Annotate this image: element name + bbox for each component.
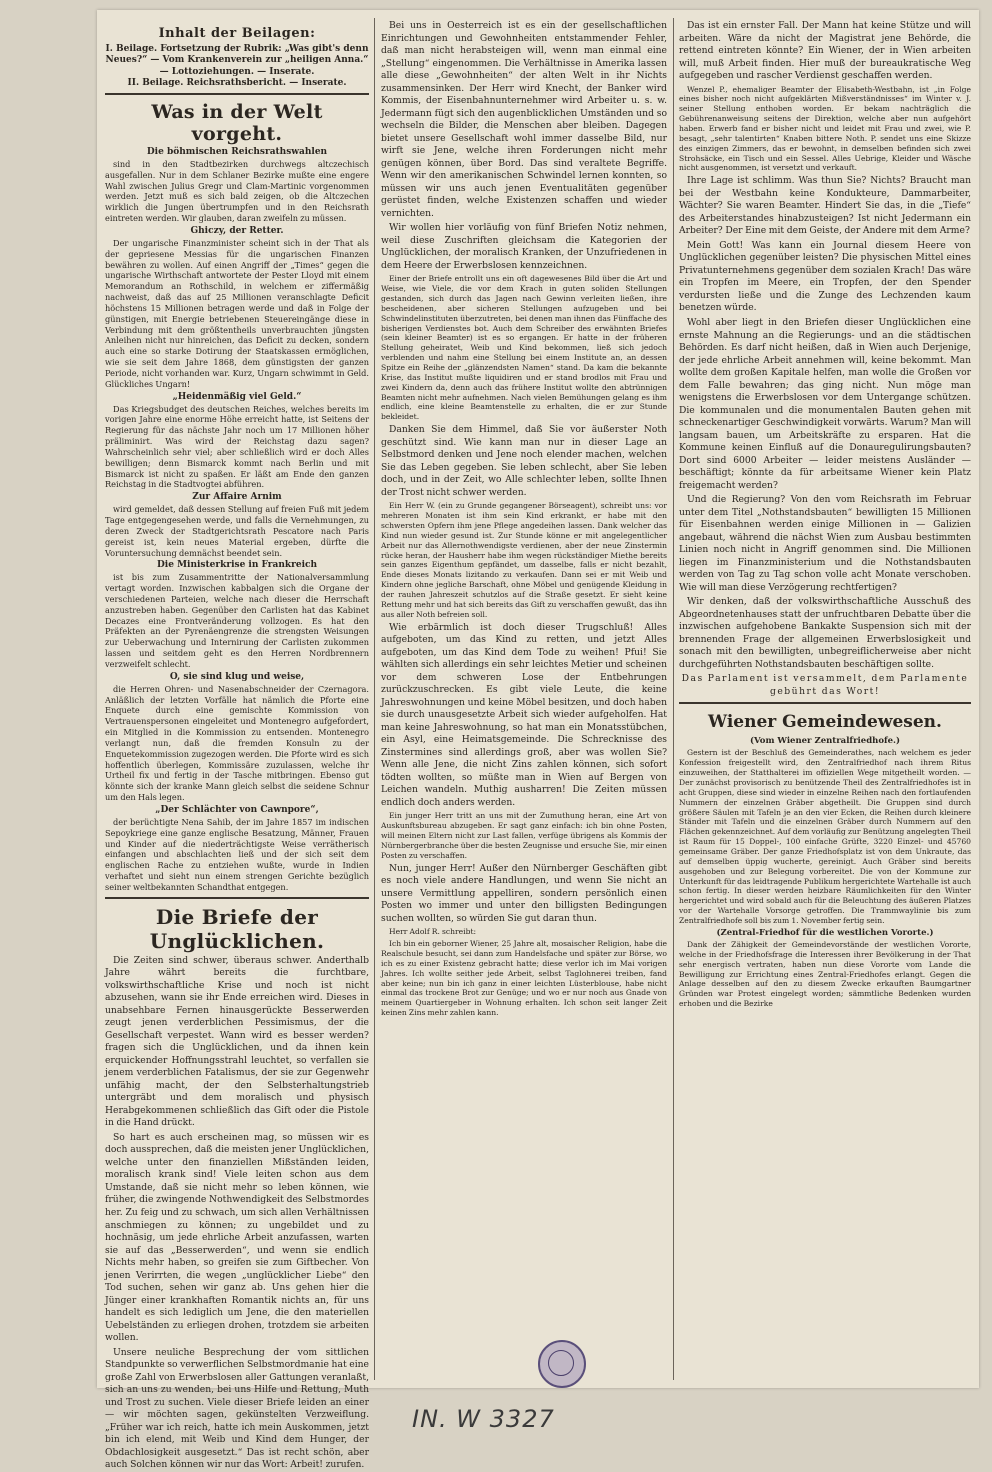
- section-title: Die böhmischen Reichsrathswahlen: [146, 147, 328, 157]
- article-paragraph: Bei uns in Oesterreich ist es ein der gesellschaftlichen Einrichtungen und Gewohnheiten entstammender Fehler, daß man nicht herabsteigen will, wenn man einmal eine „Stellung“ eingenommen. Die Verhältnisse in Amerika lassen alle diese „Gewohnheiten“ der alten Welt in ihr Nichts zusammensinken. Der Herr wird Knecht, der Banker wird Kommis, der Eisenbahnunternehmer wird Arbeiter u. s. w. Jedermann fügt sich den augenblicklichen Umständen und so wechseln die Bilder, die Menschen aber bleiben. Dagegen bietet unsere Gesellschaft wohl immer dasselbe Bild, nur wirft sie Jene, welche ihren Forderungen nicht mehr genügen können, über Bord. Das sind veraltete Begriffe. Wenn wir den amerikanischen Schwindel lernen konnten, so müssen wir uns auch jenen Eventualitäten gegenüber gerüstet finden, welche Existenzen schaffen und wieder vernichten.: [381, 20, 667, 219]
- letter-paragraph: Ein junger Herr tritt an uns mit der Zumuthung heran, eine Art von Auskunftsbureau abzugeben. Er sagt ganz einfach: ich bin ohne Posten, will meinen Eltern nicht zur Last fallen, verfüge übrigens als Kommis der Nürnbergerbranche über die besten Zeugnisse und ersuche Sie, mir einen Posten zu verschaffen.: [381, 811, 667, 860]
- article-paragraph: Mein Gott! Was kann ein Journal diesem Heere von Unglücklichen gegenüber leisten? Die physischen Mittel eines Privatunternehmens gegenüber dem sozialen Krach! Das wäre ein Tropfen im Meere, ein Tropfen, der den Spender verdursten ließe und die Zunge des Lechzenden kaum benetzen würde.: [679, 239, 971, 314]
- shelfmark-handwritten: IN. W 3327: [412, 1405, 555, 1433]
- article-paragraph: Der ungarische Finanzminister scheint sich in der That als der gepriesene Messias für die ungarischen Finanzen bewähren zu wollen. Auf einen Angriff der „Times“ gegen die ungarische Wirthschaft antwortete der Pester Lloyd mit einem Memorandum an Rothschild, in welchem er ziffermäßig nachweist, daß das auf 25 Millionen veranschlagte Deficit höchstens 15 Millionen betragen werde und daß in Folge der günstigen, mit Energie betriebenen Steuereingänge diese in Verbindung mit dem größtentheils unverbrauchten jüngsten Anleihen nicht nur hinreichen, das Deficit zu decken, sondern auch eine so starke Dotirung der Staatskassen ermöglichen, wie sie seit dem Jahre 1868, dem günstigsten der ganzen Periode, nicht vorhanden war. Kurz, Ungarn schwimmt in Geld. Glückliches Ungarn!: [105, 237, 369, 389]
- library-stamp-icon: [538, 1340, 586, 1388]
- article-paragraph: Das ist ein ernster Fall. Der Mann hat keine Stütze und will arbeiten. Wäre da nicht der Magistrat jene Behörde, die rettend eintreten könnte? Ein Wiener, der in Wien arbeiten will, muß Arbeit finden. Hier muß der bureaukratische Weg aufgegeben und rascher Verdienst geschaffen werden.: [679, 20, 971, 82]
- article-paragraph: wird gemeldet, daß dessen Stellung auf freien Fuß mit jedem Tage entgegengesehen werde, und falls die Vernehmungen, zu deren Zweck der Stadtgerichtsrath Pescatore nach Paris gereist ist, kein neues Material ergeben, dürfte die Voruntersuchung demnächst beendet sein.: [105, 504, 369, 558]
- section-title: Zur Affaire Arnim: [192, 492, 282, 503]
- column-middle: [381, 20, 667, 1380]
- letter-paragraph: Ein Herr W. (ein zu Grunde gegangener Börseagent), schreibt uns: vor mehreren Monaten ist ihm sein Kind erkrankt, er habe mit den schwersten Opfern ihm jene Pflege angedeihen lassen. Dank welcher das Kind nun wieder gesund ist. Zur Stunde könne er mit angelegentlicher Arbeit nur das Allernothwendigste verdienen, aber der neue Zinstermin rücke heran, der Hausherr habe ihm wegen rückständiger Miethe bereits sein ganzes Eigenthum gepfändet, um dasselbe, falls er nicht bezahlt, Ende dieses Monats lizitando zu verkaufen. Dann sei er mit Weib und Kindern ohne jegliche Barschaft, ohne Möbel und genügende Kleidung in der rauhen Jahreszeit schutzlos auf die Straße gesetzt. Er sieht keine Rettung mehr und hat sich bereits das Gift zu verschaffen gewußt, das ihn aus aller Noth befreien soll.: [381, 501, 667, 619]
- article-paragraph: Nun, junger Herr! Außer den Nürnberger Geschäften gibt es noch viele andere Handlungen, und wenn Sie nicht an unsere Vermittlung appelliren, sondern persönlich einen Posten wo immer und unter den billigsten Bedingungen suchen wollten, so würden Sie gut daran thun.: [381, 862, 667, 924]
- section-title: „Heidenmäßig viel Geld.“: [172, 391, 302, 402]
- article-paragraph: Ihre Lage ist schlimm. Was thun Sie? Nichts? Braucht man bei der Westbahn keine Kondukteure, Dammarbeiter, Wächter? Sie waren Beamter. Hindert Sie das, in die „Tiefe“ des Arbeiterstandes hinabzusteigen? Ist nicht Jedermann ein Arbeiter? Der Eine mit dem Geiste, der Andere mit dem Arme?: [679, 175, 971, 237]
- inhalt-title: Inhalt der Beilagen:: [158, 26, 316, 41]
- article-paragraph: Gestern ist der Beschluß des Gemeinderathes, nach welchem es jeder Konfession freigestellt wird, den Zentralfriedhof nach ihrem Ritus einzuweihen, der Statthalterei im offiziellen Wege mitgetheilt worden. — Der zunächst provisorisch zu benützende Theil des Zentralfriedhofes ist in acht Gruppen, diese sind wieder in einzelne Reihen nach den fortlaufenden Nummern der einzelnen Gräber abgetheilt. Die Gruppen sind durch größere Säulen mit Tafeln je an den vier Ecken, die Reihen durch kleinere Ständer mit Tafeln und die einzelnen Gräber durch Nummern auf den Flächen gekennzeichnet. Auf dem vorläufig zur Benützung angelegten Theil ist Raum für 15 Doppel-, 100 einfache Grüfte, 3220 Einzel- und 45760 gemeinsame Gräber. Der ganze Friedhofsplatz ist von dem Unkraute, das auf demselben üppig wucherte, gereinigt. Auch Gräber sind bereits ausgehoben und zur Belegung vorbereitet. Die von der Kommune zur Unterkunft für das leidtragende Publikum hergerichtete Wartehalle ist auch schon fertig. In dieser werden heizbare Räumlichkeiten für den Winter hergerichtet und wird sobald auch für die Beleuchtung des äußeren Platzes vor der Wartehalle Vorsorge getroffen. Die Trammwaylinie bis zum Zentralfriedhofe soll bis zum 1. November fertig sein.: [679, 748, 971, 926]
- welt-headline: Was in der Welt vorgeht.: [151, 101, 323, 145]
- inhalt-line-2: II. Beilage. Reichsrathsbericht. — Inserate.: [127, 77, 347, 88]
- article-paragraph: der berüchtigte Nena Sahib, der im Jahre 1857 im indischen Sepoykriege eine ganze englische Besatzung, Männer, Frauen und Kinder auf die niederträchtigste Weise verrätherisch einfangen und abschlachten ließ und der sich seit dem englischen Rache zu entziehen wußte, wurde in Indien verhaftet und sieht nun einem strengen Gerichte bezüglich seiner weltbekannten Schandthat entgegen.: [105, 816, 369, 892]
- section-title: (Vom Wiener Zentralfriedhofe.): [749, 736, 901, 747]
- letter-paragraph: Wenzel P., ehemaliger Beamter der Elisabeth-Westbahn, ist „in Folge eines bisher noch nicht aufgeklärten Mißverständnisses“ im Winter v. J. seiner Stellung enthoben worden. Er bekam nachträglich die Gebührenanweisung seitens der Direktion, welche aber nun aufgehört haben. Erwerb fand er bisher nicht und leidet mit Frau und zwei, wie P. besagt, „sehr talentirten“ Knaben bittere Noth. P. sendet uns eine Skizze des einzigen Zimmers, das er bewohnt, in demselben befinden sich zwei Strohsäcke, ein Tisch und ein Sessel. Alles Uebrige, Kleider und Wäsche nicht ausgenommen, ist versetzt und verkauft.: [679, 84, 971, 173]
- article-paragraph: ist bis zum Zusammentritte der Nationalversammlung vertagt worden. Inzwischen kabbalgen sich die Organe der verschiedenen Parteien, welche nach dieser die Herrschaft anzustreben haben. Gegenüber den Carlisten hat das Kabinet Decazes eine Frontveränderung vollzogen. Es hat den Präfekten an der Pyrenäengrenze die strengsten Weisungen zur Ueberwachung und Internirung der Carlisten zukommen lassen und seitdem geht es den Herren Nordbrennern verzweifelt schlecht.: [105, 572, 369, 669]
- article-paragraph: Wir denken, daß der volkswirthschaftliche Ausschuß des Abgeordnetenhauses statt der unfruchtbaren Debatte über die inzwischen aufgehobene Bankakte Suspension sich mit der brennenden Frage der allgemeinen Erwerbslosigkeit und sonach mit den bewilligten, unbegreiflicherweise aber nicht durchgeführten Nothstandsbauten beschäftigen sollte.: [679, 596, 971, 670]
- letter-paragraph: Einer der Briefe entrollt uns ein oft dagewesenes Bild über die Art und Weise, wie Viele, die vor dem Krach in guten soliden Stellungen gestanden, sich durch das Jagen nach Gewinn verleiten ließen, ihre bescheidenen, aber sicheren Stellungen aufzugeben und bei Schwindelinstituten überzutreten, bei denen man ihnen das Fünffache des bisherigen Verdienstes bot. Auch dem Schreiber des erwähnten Briefes (sein kleiner Beamter) ist es so ergangen. Er hatte in der früheren Stellung geheiratet, Weib und Kind bekommen, ließ sich jedoch verblenden und nahm eine Stellung bei einem Institute an, an dessen Spitze ein Reihe der „glänzendsten Namen“ stand. Da kam die bekannte Krise, das Institut mußte liquidiren und er stand brodlos mit Frau und zwei Kindern da, denn auch das frühere Institut wollte den abtrünnigen Beamten nicht mehr aufnehmen. Nach vielen Bemühungen gelang es ihm endlich, eine kleine Beamtenstelle zu erhalten, die er zur Stunde bekleidet.: [381, 274, 667, 422]
- article-paragraph: Danken Sie dem Himmel, daß Sie vor äußerster Noth geschützt sind. Wie kann man nur in dieser Lage an Selbstmord denken und Jene noch elender machen, welchen Sie das Leben gegeben. Sie leben schlecht, aber Sie leben doch, und in der Zeit, wo Alle schlechter leben, sollte Ihnen der Trost nicht schwer werden.: [381, 424, 667, 498]
- divider: [105, 93, 369, 95]
- article-paragraph: Wie erbärmlich ist doch dieser Trugschluß! Alles aufgeboten, um das Kind zu retten, und jetzt Alles aufgeboten, um das Kind dem Tode zu weihen! Pfui! Sie wählten sich allerdings ein sehr leichtes Metier und scheinen vor dem schweren Lose der Entbehrungen zurückzuschrecken. Es gibt viele Leute, die keine Jahreswohnungen und keine Möbel besitzen, und doch haben sie durch unausgesetzte Arbeit sich wieder aufgeholfen. Hat man keine Jahreswohnung, so hat man ein Monatsstübchen, ein Asyl, eine Heimatsgemeinde. Die Schrecknisse des Zinstermines sind allerdings groß, aber was wollen Sie? Wenn alle Jene, die nicht Zins zahlen können, sich sofort tödten wollten, so müßte man in Wien auf Bergen von Leichen wandeln. Muthig ausharren! Die Zeiten müssen endlich doch anders werden.: [381, 621, 667, 808]
- inhalt-line-1: I. Beilage. Fortsetzung der Rubrik: „Was gibt's denn Neues?“ — Vom Krankenverein zur „heiligen Anna.“ — Lottoziehungen. — Inserate.: [105, 44, 369, 77]
- column-rule: [374, 18, 375, 1380]
- column-right: [679, 20, 971, 1380]
- article-paragraph: Wohl aber liegt in den Briefen dieser Unglücklichen eine ernste Mahnung an die Regierungs- und an die städtischen Behörden. Es darf nicht heißen, daß in Wien auch Derjenige, der jede ehrliche Arbeit annehmen will, keine bekommt. Man wollte dem großen Kapitale helfen, man wolle die Großen vor dem Falle bewahren; das ging nicht. Nun möge man wenigstens die Erwerbslosen vor dem Untergange schützen. Die kommunalen und die monumentalen Bauten gehen mit schneckenartiger Geschwindigkeit vorwärts. Warum? Man will langsam bauen, um Arbeitskräfte zu ersparen. Hat die Kommune keinen Einfluß auf die Donauregulirungsbauten? Dort sind 6000 Arbeiter — leider meistens Ausländer — beschäftigt; könnte da für arbeitsame Wiener kein Platz freigemacht werden?: [679, 316, 971, 491]
- article-paragraph: sind in den Stadtbezirken durchwegs altczechisch ausgefallen. Nur in dem Schlaner Bezirke mußte eine engere Wahl zwischen Julius Gregr und Clam-Martinic vorgenommen werden. Jetzt muß es sich bald zeigen, ob die Altczechen wirklich die Jungen übertrumpfen und in den Reichsrath eintreten werden. Wir glauben, daran zweifeln zu müssen.: [105, 159, 369, 224]
- column-rule: [673, 18, 674, 1380]
- section-title: (Zentral-Friedhof für die westlichen Vororte.): [716, 927, 934, 938]
- gemeinde-headline: Wiener Gemeindewesen.: [708, 712, 942, 733]
- column-left: [105, 20, 369, 1471]
- letter-paragraph: Ich bin ein geborner Wiener, 25 Jahre alt, mosaischer Religion, habe die Realschule besucht, sei dann zum Handelsfache und später zur Börse, wo ich es zu einer Existenz gebracht hatte; diese verlor ich im Mai vorigen Jahres. Ich wollte seither jede Arbeit, selbst Taglohnerei treiben, fand aber keine; nun bin ich ganz in einer leichten Lüsterblouse, habe nicht einmal das trockene Brot zur Genüge; und wo er nur noch aus Gnade von meinem Quartiergeber in Wohnung erhalten. Ich schon seit langer Zeit keinen Zins mehr zahlen kann.: [381, 939, 667, 1018]
- closing-line: Das Parlament ist versammelt, dem Parlamente gebührt das Wort!: [681, 673, 969, 697]
- divider: [105, 897, 369, 899]
- article-paragraph: Das Kriegsbudget des deutschen Reiches, welches bereits im vorigen Jahre eine enorme Höhe erreicht hatte, ist Seitens der Regierung für das nächste Jahr noch um 17 Millionen höher präliminirt. Was wird der Reichstag dazu sagen? Wahrscheinlich sehr viel; aber schließlich wird er doch Alles bewilligen; denn Bismarck kommt nach Berlin und mit Bismarck ist nicht zu spaßen. Er läßt am Ende den ganzen Reichstag in die Stadtvogtei abführen.: [105, 403, 369, 490]
- stamp-inner-ring: [548, 1350, 574, 1376]
- divider: [679, 702, 971, 704]
- section-title: O, sie sind klug und weise,: [169, 671, 305, 682]
- article-paragraph: Unsere neuliche Besprechung der vom sittlichen Standpunkte so verwerflichen Selbstmordmanie hat eine große Zahl von Erwerbslosen aller Gattungen veranlaßt, sich an uns zu wenden, bei uns Hilfe und Rettung, Muth und Trost zu suchen. Viele dieser Briefe leiden an einer — wir möchten sagen, gekünstelten Verzweiflung. „Früher war ich reich, hatte ich mein Auskommen, jetzt bin ich elend, mit Weib und Kind dem Hunger, der Obdachlosigkeit ausgesetzt.“ Das ist recht schön, aber auch Solchen können wir nur das Wort: Arbeit! zurufen.: [105, 1346, 369, 1471]
- article-paragraph: die Herren Ohren- und Nasenabschneider der Czernagora. Anläßlich der letzten Vorfälle hat nämlich die Pforte eine Enquete durch eine gemischte Kommission von Vertrauenspersonen eingeleitet und Montenegro aufgefordert, ein Mitglied in die Kommission zu entsenden. Montenegro verlangt nun, daß die fremden Konsuln zu der Enquetekommission zugezogen werden. Die Pforte wird es sich hoffentlich überlegen, Kommissäre zuzulassen, welche ihr Urtheil fix und fertig in der Tasche mitbringen. Ebenso gut könnte sich der kranke Mann gleich selbst die seidene Schnur um den Hals legen.: [105, 683, 369, 803]
- section-title: Die Ministerkrise in Frankreich: [156, 560, 318, 571]
- article-paragraph: Und die Regierung? Von den vom Reichsrath im Februar unter dem Titel „Nothstandsbauten“ bewilligten 15 Millionen für Eisenbahnen werden einige Millionen in — Galizien angebaut, während die nächst Wien zum Ausbau bestimmten Linien noch nicht in Angriff genommen sind. Die Millionen liegen im Finanzministerium und die Nothstandsbauten werden von Tag zu Tag schon volle acht Monate verschoben. Wie will man diese Verzögerung rechtfertigen?: [679, 494, 971, 593]
- article-paragraph: Wir wollen hier vorläufig von fünf Briefen Notiz nehmen, weil diese Zuschriften gleichsam die Kategorien der Unglücklichen, der moralisch Kranken, der Unzufriedenen in dem Heere der Erwerbslosen kennzeichnen.: [381, 222, 667, 271]
- article-paragraph: So hart es auch erscheinen mag, so müssen wir es doch aussprechen, daß die meisten jener Unglücklichen, welche unter den finanziellen Mißständen leiden, moralisch krank sind! Viele leiten schon aus dem Umstande, daß sie nicht mehr so leben können, wie früher, die zwingende Nothwendigkeit des Selbstmordes her. Zu feig und zu schwach, um sich allen Verhältnissen anschmiegen zu können; zu ungebildet und zu hochnäsig, um jede ehrliche Arbeit anzufassen, warten sie auf das „Besserwerden“, und wenn sie endlich Nichts mehr haben, so greifen sie zum Giftbecher. Von jenen Verirrten, die wegen „unglücklicher Liebe“ den Tod suchen, sehen wir ganz ab. Uns gehen hier die Jünger einer krankhaften Romantik nichts an, für uns handelt es sich lediglich um Jene, die den materiellen Uebelständen zu erliegen drohen, trotzdem sie arbeiten wollen.: [105, 1131, 369, 1344]
- article-paragraph: Die Zeiten sind schwer, überaus schwer. Anderthalb Jahre währt bereits die furchtbare, volkswirthschaftliche Krise und noch ist nicht abzusehen, wann sie ihr Ende erreichen wird. Dieses in unabsehbare Fernen hinausgerückte Besserwerden zeugt jenen verderblichen Pessimismus, der die Gesellschaft verpestet. Wann wird es besser werden? fragen sich die Unglücklichen, und da ihnen kein erquickender Hoffnungsstrahl leuchtet, so verfallen sie jenem verderblichen Fatalismus, der sie zur Gegenwehr unfähig macht, der den Selbsterhaltungstrieb untergräbt und dem moralisch und physisch Herabgekommenen schließlich das Gift oder die Pistole in die Hand drückt.: [105, 954, 369, 1129]
- section-title: „Der Schlächter von Cawnpore“,: [155, 804, 319, 815]
- article-paragraph: Dank der Zähigkeit der Gemeindevorstände der westlichen Vororte, welche in der Friedhofsfrage die Interessen ihrer Bevölkerung in der That sehr energisch vertraten, haben nun diese Vororte vom Lande die Bewilligung zur Errichtung eines Zentral-Friedhofes erlangt. Gegen die Anlage desselben auf den zu diesem Zwecke erkauften Baumgartner Gründen war Protest eingelegt worden; sämmtliche Bedenken wurden erhoben und die Bezirke: [679, 939, 971, 1009]
- section-title: Ghiczy, der Retter.: [190, 225, 284, 236]
- letter-intro: Herr Adolf R. schreibt:: [389, 927, 477, 937]
- briefe-headline: Die Briefe der Unglücklichen.: [149, 904, 325, 953]
